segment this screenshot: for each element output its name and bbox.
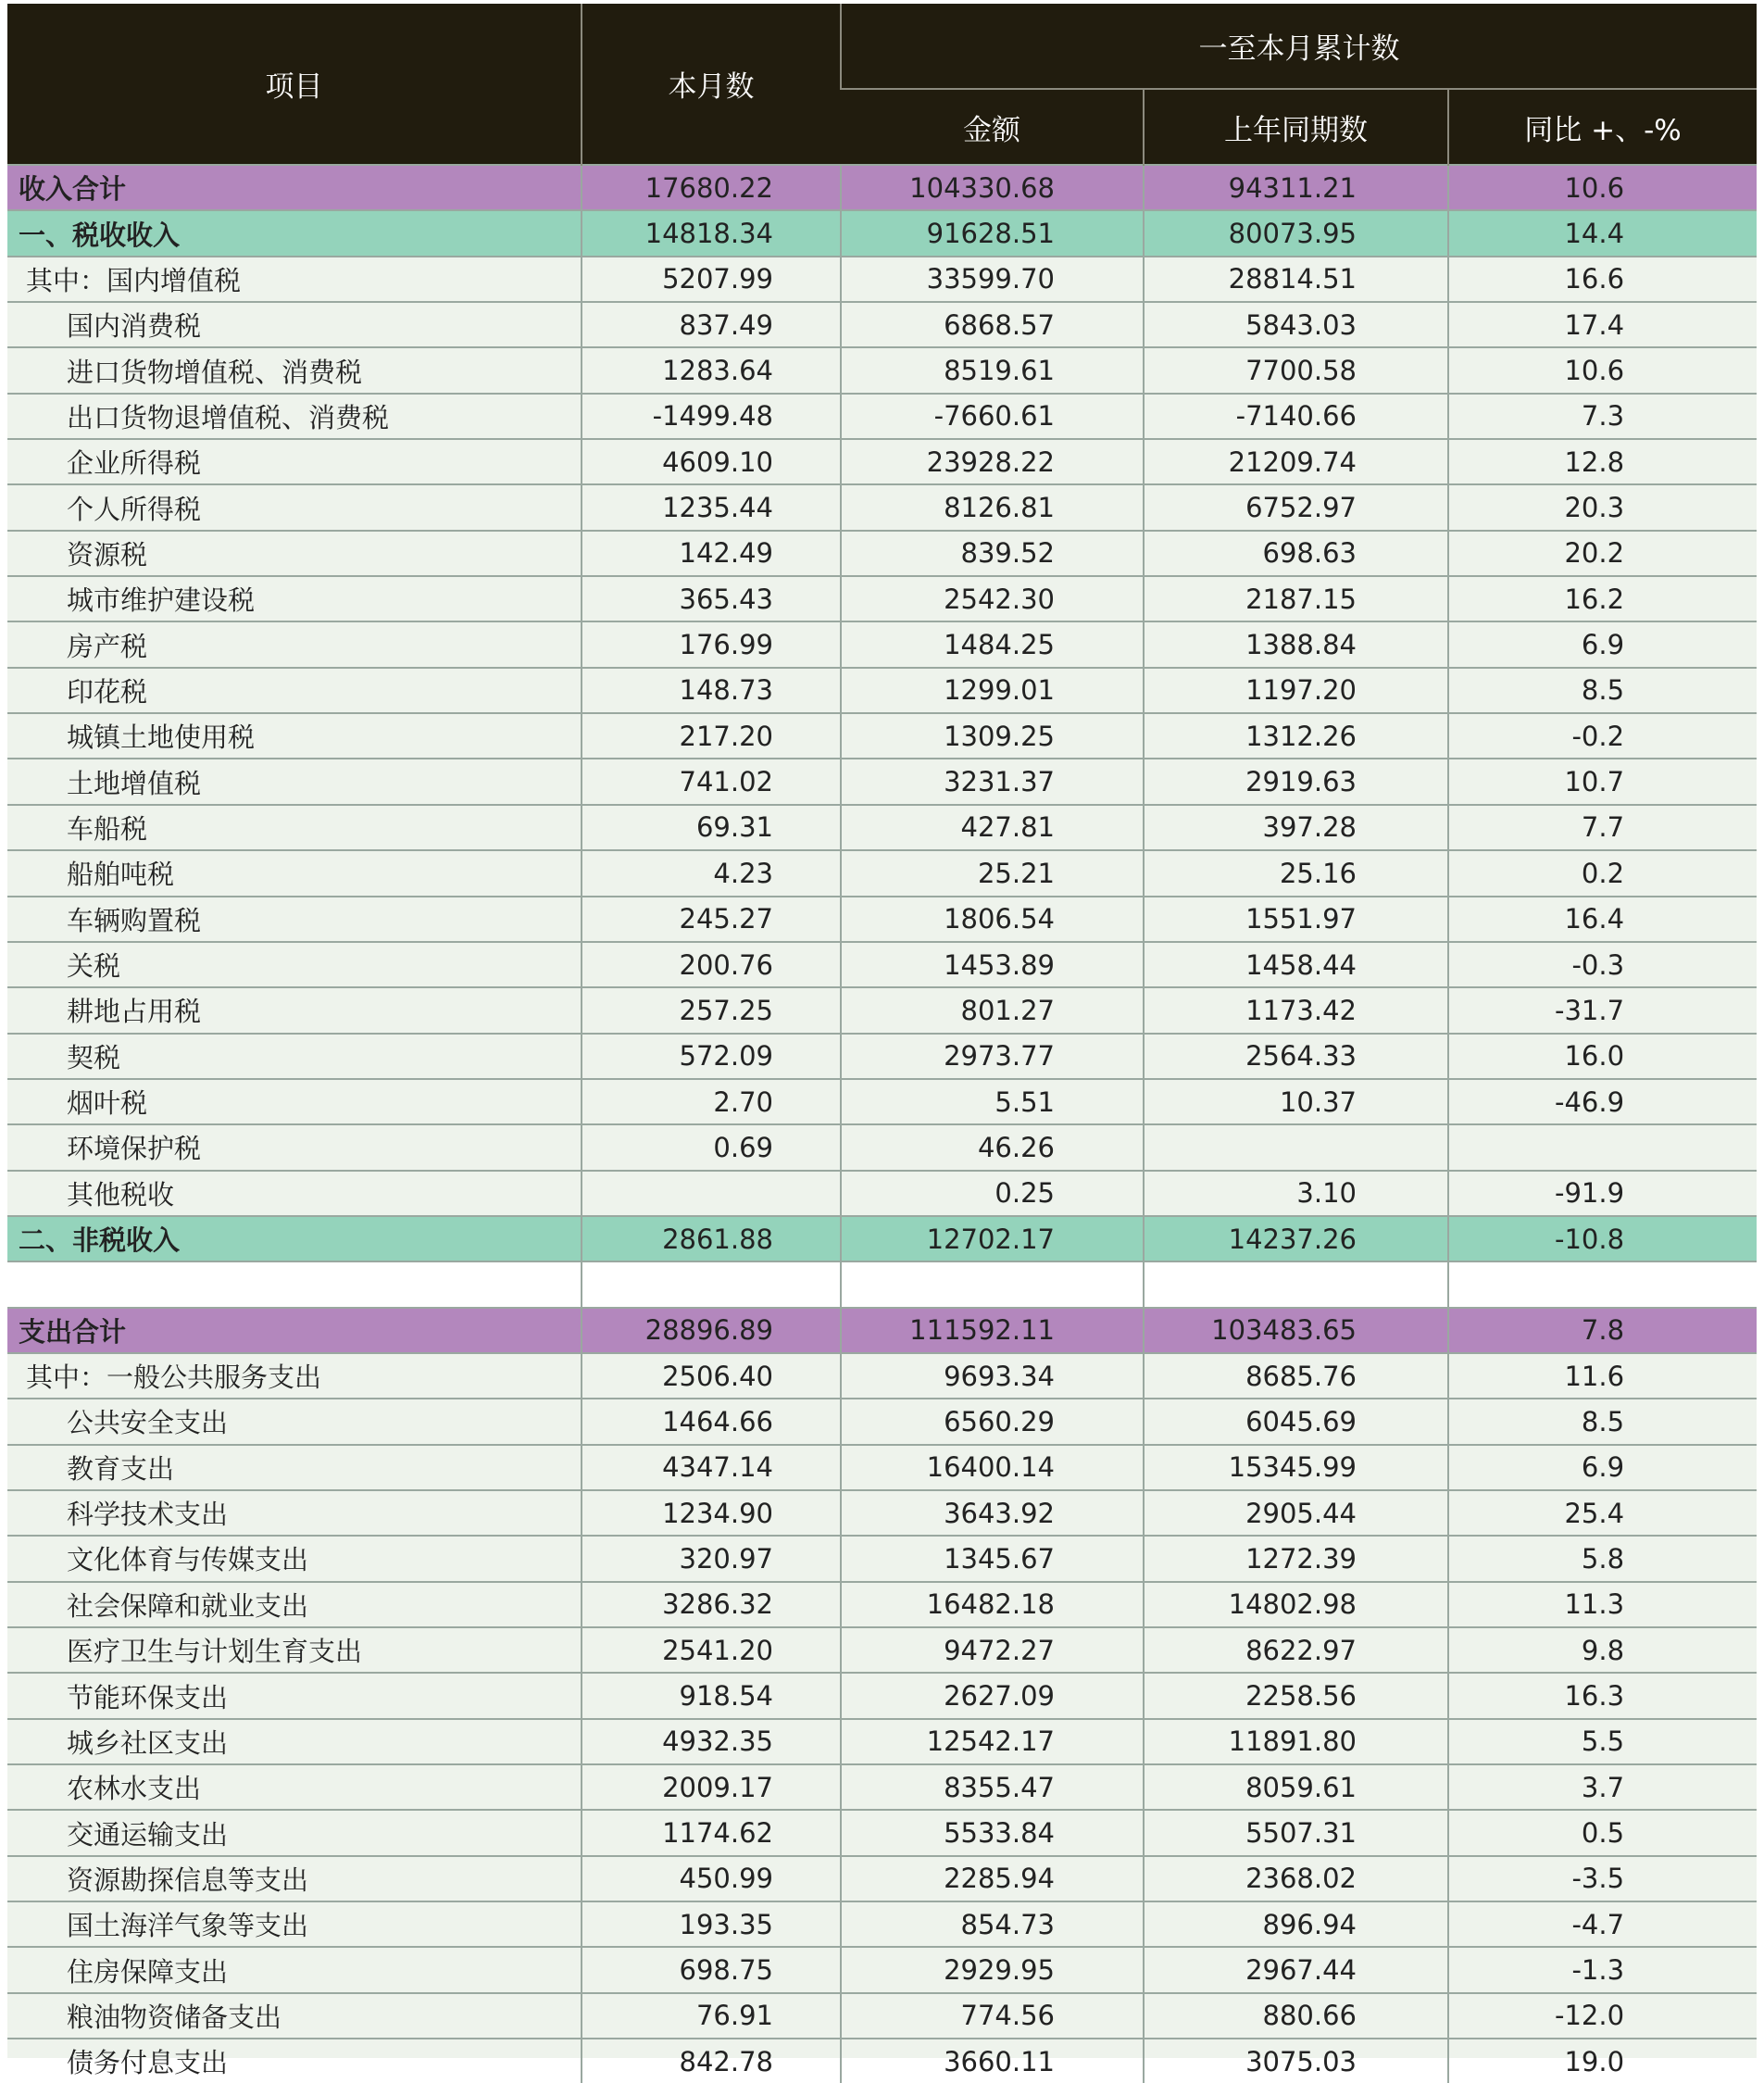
- row-label: 教育支出: [7, 1445, 582, 1490]
- amount-cell: [841, 1261, 1144, 1307]
- amount-cell: 1806.54: [841, 897, 1144, 942]
- row-label: 印花税: [7, 668, 582, 713]
- last-year-cell: 2187.15: [1144, 576, 1448, 621]
- last-year-cell: 2919.63: [1144, 759, 1448, 804]
- table-row: [7, 1308, 1757, 1353]
- yoy-cell: 8.5: [1448, 668, 1757, 713]
- table-row: [7, 942, 1757, 987]
- row-label: 城市维护建设税: [7, 576, 582, 621]
- table-row: [7, 1261, 1757, 1307]
- last-year-cell: 6752.97: [1144, 484, 1448, 530]
- row-label: 企业所得税: [7, 439, 582, 484]
- yoy-cell: 16.3: [1448, 1673, 1757, 1718]
- table-row: [7, 1993, 1757, 2039]
- this-month-cell: 842.78: [582, 2039, 841, 2083]
- table-row: [7, 1673, 1757, 1718]
- yoy-cell: 16.2: [1448, 576, 1757, 621]
- amount-cell: 5.51: [841, 1079, 1144, 1124]
- yoy-cell: -1.3: [1448, 1947, 1757, 1992]
- row-label: 个人所得税: [7, 484, 582, 530]
- yoy-cell: 16.0: [1448, 1034, 1757, 1079]
- last-year-cell: 1551.97: [1144, 897, 1448, 942]
- row-label: 粮油物资储备支出: [7, 1993, 582, 2039]
- table-row: [7, 805, 1757, 850]
- last-year-cell: 1173.42: [1144, 987, 1448, 1033]
- header-yoy: 同比 +、-%: [1448, 89, 1757, 165]
- amount-cell: 8519.61: [841, 347, 1144, 393]
- amount-cell: 2542.30: [841, 576, 1144, 621]
- this-month-cell: [582, 1171, 841, 1216]
- last-year-cell: 25.16: [1144, 850, 1448, 896]
- yoy-cell: 3.7: [1448, 1764, 1757, 1810]
- row-label: 其他税收: [7, 1171, 582, 1216]
- table-row: [7, 165, 1757, 210]
- amount-cell: 91628.51: [841, 210, 1144, 256]
- this-month-cell: 572.09: [582, 1034, 841, 1079]
- amount-cell: 839.52: [841, 531, 1144, 576]
- row-label: 出口货物退增值税、消费税: [7, 394, 582, 439]
- last-year-cell: 14237.26: [1144, 1216, 1448, 1261]
- amount-cell: 46.26: [841, 1124, 1144, 1170]
- amount-cell: 111592.11: [841, 1308, 1144, 1353]
- yoy-cell: -3.5: [1448, 1856, 1757, 1901]
- yoy-cell: 0.2: [1448, 850, 1757, 896]
- yoy-cell: -10.8: [1448, 1216, 1757, 1261]
- amount-cell: 3660.11: [841, 2039, 1144, 2083]
- amount-cell: 9693.34: [841, 1353, 1144, 1399]
- amount-cell: 23928.22: [841, 439, 1144, 484]
- table-row: [7, 1856, 1757, 1901]
- this-month-cell: 365.43: [582, 576, 841, 621]
- amount-cell: 9472.27: [841, 1627, 1144, 1673]
- last-year-cell: -7140.66: [1144, 394, 1448, 439]
- amount-cell: 1484.25: [841, 621, 1144, 667]
- yoy-cell: -91.9: [1448, 1171, 1757, 1216]
- this-month-cell: 4.23: [582, 850, 841, 896]
- table-row: [7, 531, 1757, 576]
- this-month-cell: 0.69: [582, 1124, 841, 1170]
- this-month-cell: 4347.14: [582, 1445, 841, 1490]
- amount-cell: 774.56: [841, 1993, 1144, 2039]
- yoy-cell: 6.9: [1448, 621, 1757, 667]
- table-row: [7, 1947, 1757, 1992]
- amount-cell: 2285.94: [841, 1856, 1144, 1901]
- this-month-cell: 200.76: [582, 942, 841, 987]
- last-year-cell: 2258.56: [1144, 1673, 1448, 1718]
- yoy-cell: -4.7: [1448, 1901, 1757, 1947]
- header-cumulative: 一至本月累计数: [841, 4, 1757, 89]
- this-month-cell: 2009.17: [582, 1764, 841, 1810]
- amount-cell: 33599.70: [841, 257, 1144, 302]
- table-row: [7, 1810, 1757, 1855]
- row-label: 关税: [7, 942, 582, 987]
- yoy-cell: 20.2: [1448, 531, 1757, 576]
- this-month-cell: -1499.48: [582, 394, 841, 439]
- yoy-cell: 5.5: [1448, 1719, 1757, 1764]
- table-row: [7, 1901, 1757, 1947]
- this-month-cell: 2.70: [582, 1079, 841, 1124]
- amount-cell: 2627.09: [841, 1673, 1144, 1718]
- row-label: 房产税: [7, 621, 582, 667]
- header-last-year: 上年同期数: [1144, 89, 1448, 165]
- yoy-cell: 7.3: [1448, 394, 1757, 439]
- table-row: [7, 257, 1757, 302]
- this-month-cell: 1464.66: [582, 1399, 841, 1444]
- this-month-cell: 245.27: [582, 897, 841, 942]
- last-year-cell: 15345.99: [1144, 1445, 1448, 1490]
- fiscal-table-panel: [7, 4, 1757, 2079]
- table-row: [7, 2039, 1757, 2083]
- last-year-cell: 880.66: [1144, 1993, 1448, 2039]
- table-row: [7, 759, 1757, 804]
- table-row: [7, 1353, 1757, 1399]
- this-month-cell: [582, 1261, 841, 1307]
- row-label: 文化体育与传媒支出: [7, 1536, 582, 1581]
- row-label: 进口货物增值税、消费税: [7, 347, 582, 393]
- yoy-cell: 7.8: [1448, 1308, 1757, 1353]
- this-month-cell: 2541.20: [582, 1627, 841, 1673]
- amount-cell: 12702.17: [841, 1216, 1144, 1261]
- amount-cell: 0.25: [841, 1171, 1144, 1216]
- yoy-cell: -46.9: [1448, 1079, 1757, 1124]
- row-label: 债务付息支出: [7, 2039, 582, 2083]
- this-month-cell: 257.25: [582, 987, 841, 1033]
- row-label: 社会保障和就业支出: [7, 1582, 582, 1627]
- table-row: [7, 621, 1757, 667]
- row-label: 车辆购置税: [7, 897, 582, 942]
- table-row: [7, 1171, 1757, 1216]
- last-year-cell: [1144, 1124, 1448, 1170]
- last-year-cell: 1197.20: [1144, 668, 1448, 713]
- row-label: 耕地占用税: [7, 987, 582, 1033]
- yoy-cell: -12.0: [1448, 1993, 1757, 2039]
- row-label: 支出合计: [7, 1308, 582, 1353]
- yoy-cell: 16.4: [1448, 897, 1757, 942]
- last-year-cell: 8059.61: [1144, 1764, 1448, 1810]
- yoy-cell: 10.6: [1448, 347, 1757, 393]
- amount-cell: 2973.77: [841, 1034, 1144, 1079]
- yoy-cell: -31.7: [1448, 987, 1757, 1033]
- amount-cell: -7660.61: [841, 394, 1144, 439]
- table-row: [7, 1216, 1757, 1261]
- this-month-cell: 1234.90: [582, 1490, 841, 1536]
- header-amount: 金额: [841, 89, 1144, 165]
- amount-cell: 427.81: [841, 805, 1144, 850]
- yoy-cell: 12.8: [1448, 439, 1757, 484]
- yoy-cell: 20.3: [1448, 484, 1757, 530]
- table-row: [7, 713, 1757, 759]
- table-row: [7, 668, 1757, 713]
- this-month-cell: 1174.62: [582, 1810, 841, 1855]
- table-row: [7, 987, 1757, 1033]
- header-this-month: 本月数: [582, 4, 841, 165]
- row-label: 城镇土地使用税: [7, 713, 582, 759]
- last-year-cell: 1388.84: [1144, 621, 1448, 667]
- row-label: 交通运输支出: [7, 1810, 582, 1855]
- table-row: [7, 302, 1757, 347]
- row-label: 住房保障支出: [7, 1947, 582, 1992]
- table-header: [7, 4, 1757, 165]
- table-row: [7, 439, 1757, 484]
- table-row: [7, 1034, 1757, 1079]
- this-month-cell: 28896.89: [582, 1308, 841, 1353]
- this-month-cell: 76.91: [582, 1993, 841, 2039]
- last-year-cell: 5843.03: [1144, 302, 1448, 347]
- this-month-cell: 450.99: [582, 1856, 841, 1901]
- this-month-cell: 4609.10: [582, 439, 841, 484]
- this-month-cell: 2861.88: [582, 1216, 841, 1261]
- row-label: 一、税收收入: [7, 210, 582, 256]
- last-year-cell: 397.28: [1144, 805, 1448, 850]
- row-label: 土地增值税: [7, 759, 582, 804]
- table-row: [7, 484, 1757, 530]
- yoy-cell: 14.4: [1448, 210, 1757, 256]
- yoy-cell: 25.4: [1448, 1490, 1757, 1536]
- last-year-cell: 11891.80: [1144, 1719, 1448, 1764]
- last-year-cell: 7700.58: [1144, 347, 1448, 393]
- row-label: 二、非税收入: [7, 1216, 582, 1261]
- amount-cell: 6868.57: [841, 302, 1144, 347]
- this-month-cell: 176.99: [582, 621, 841, 667]
- row-label: 车船税: [7, 805, 582, 850]
- header-item: 项目: [7, 4, 582, 165]
- row-label: 船舶吨税: [7, 850, 582, 896]
- last-year-cell: 2564.33: [1144, 1034, 1448, 1079]
- amount-cell: 1299.01: [841, 668, 1144, 713]
- this-month-cell: 142.49: [582, 531, 841, 576]
- amount-cell: 6560.29: [841, 1399, 1144, 1444]
- row-label: 国内消费税: [7, 302, 582, 347]
- row-label: 资源勘探信息等支出: [7, 1856, 582, 1901]
- last-year-cell: 8685.76: [1144, 1353, 1448, 1399]
- amount-cell: 12542.17: [841, 1719, 1144, 1764]
- yoy-cell: 19.0: [1448, 2039, 1757, 2083]
- amount-cell: 104330.68: [841, 165, 1144, 210]
- row-label: 城乡社区支出: [7, 1719, 582, 1764]
- yoy-cell: 17.4: [1448, 302, 1757, 347]
- amount-cell: 5533.84: [841, 1810, 1144, 1855]
- last-year-cell: 2368.02: [1144, 1856, 1448, 1901]
- amount-cell: 25.21: [841, 850, 1144, 896]
- row-label: 其中：国内增值税: [7, 257, 582, 302]
- table-row: [7, 897, 1757, 942]
- amount-cell: 3231.37: [841, 759, 1144, 804]
- row-label: 烟叶税: [7, 1079, 582, 1124]
- last-year-cell: 1312.26: [1144, 713, 1448, 759]
- this-month-cell: 918.54: [582, 1673, 841, 1718]
- last-year-cell: 10.37: [1144, 1079, 1448, 1124]
- amount-cell: 3643.92: [841, 1490, 1144, 1536]
- table-row: [7, 1627, 1757, 1673]
- table-row: [7, 1582, 1757, 1627]
- this-month-cell: 148.73: [582, 668, 841, 713]
- yoy-cell: -0.3: [1448, 942, 1757, 987]
- last-year-cell: 8622.97: [1144, 1627, 1448, 1673]
- last-year-cell: 2905.44: [1144, 1490, 1448, 1536]
- last-year-cell: 21209.74: [1144, 439, 1448, 484]
- this-month-cell: 4932.35: [582, 1719, 841, 1764]
- table-row: [7, 576, 1757, 621]
- row-label: 环境保护税: [7, 1124, 582, 1170]
- yoy-cell: 8.5: [1448, 1399, 1757, 1444]
- last-year-cell: 3.10: [1144, 1171, 1448, 1216]
- this-month-cell: 14818.34: [582, 210, 841, 256]
- this-month-cell: 320.97: [582, 1536, 841, 1581]
- amount-cell: 1345.67: [841, 1536, 1144, 1581]
- table-row: [7, 1490, 1757, 1536]
- last-year-cell: 80073.95: [1144, 210, 1448, 256]
- last-year-cell: 2967.44: [1144, 1947, 1448, 1992]
- yoy-cell: 7.7: [1448, 805, 1757, 850]
- row-label: 国土海洋气象等支出: [7, 1901, 582, 1947]
- amount-cell: 801.27: [841, 987, 1144, 1033]
- yoy-cell: 10.7: [1448, 759, 1757, 804]
- yoy-cell: [1448, 1261, 1757, 1307]
- yoy-cell: 6.9: [1448, 1445, 1757, 1490]
- this-month-cell: 741.02: [582, 759, 841, 804]
- last-year-cell: 1458.44: [1144, 942, 1448, 987]
- yoy-cell: 11.6: [1448, 1353, 1757, 1399]
- row-label: 其中：一般公共服务支出: [7, 1353, 582, 1399]
- yoy-cell: -0.2: [1448, 713, 1757, 759]
- this-month-cell: 837.49: [582, 302, 841, 347]
- last-year-cell: 94311.21: [1144, 165, 1448, 210]
- amount-cell: 1453.89: [841, 942, 1144, 987]
- this-month-cell: 3286.32: [582, 1582, 841, 1627]
- this-month-cell: 69.31: [582, 805, 841, 850]
- last-year-cell: 3075.03: [1144, 2039, 1448, 2083]
- row-label: [7, 1261, 582, 1307]
- table-row: [7, 347, 1757, 393]
- this-month-cell: 698.75: [582, 1947, 841, 1992]
- table-row: [7, 394, 1757, 439]
- amount-cell: 8126.81: [841, 484, 1144, 530]
- table-body: [7, 165, 1757, 2083]
- amount-cell: 2929.95: [841, 1947, 1144, 1992]
- amount-cell: 16400.14: [841, 1445, 1144, 1490]
- yoy-cell: 0.5: [1448, 1810, 1757, 1855]
- yoy-cell: 16.6: [1448, 257, 1757, 302]
- this-month-cell: 5207.99: [582, 257, 841, 302]
- row-label: 科学技术支出: [7, 1490, 582, 1536]
- table-row: [7, 1764, 1757, 1810]
- table-row: [7, 1124, 1757, 1170]
- amount-cell: 1309.25: [841, 713, 1144, 759]
- this-month-cell: 1283.64: [582, 347, 841, 393]
- table-row: [7, 1536, 1757, 1581]
- fiscal-revenue-expenditure-table: [7, 4, 1757, 2083]
- last-year-cell: 103483.65: [1144, 1308, 1448, 1353]
- this-month-cell: 1235.44: [582, 484, 841, 530]
- table-row: [7, 1719, 1757, 1764]
- yoy-cell: 11.3: [1448, 1582, 1757, 1627]
- table-row: [7, 1399, 1757, 1444]
- yoy-cell: 9.8: [1448, 1627, 1757, 1673]
- table-row: [7, 210, 1757, 256]
- row-label: 收入合计: [7, 165, 582, 210]
- table-row: [7, 1445, 1757, 1490]
- yoy-cell: 5.8: [1448, 1536, 1757, 1581]
- table-row: [7, 850, 1757, 896]
- table-row: [7, 1079, 1757, 1124]
- row-label: 契税: [7, 1034, 582, 1079]
- row-label: 节能环保支出: [7, 1673, 582, 1718]
- amount-cell: 854.73: [841, 1901, 1144, 1947]
- this-month-cell: 193.35: [582, 1901, 841, 1947]
- row-label: 公共安全支出: [7, 1399, 582, 1444]
- last-year-cell: 14802.98: [1144, 1582, 1448, 1627]
- last-year-cell: 5507.31: [1144, 1810, 1448, 1855]
- row-label: 医疗卫生与计划生育支出: [7, 1627, 582, 1673]
- last-year-cell: 1272.39: [1144, 1536, 1448, 1581]
- last-year-cell: [1144, 1261, 1448, 1307]
- amount-cell: 16482.18: [841, 1582, 1144, 1627]
- this-month-cell: 2506.40: [582, 1353, 841, 1399]
- row-label: 资源税: [7, 531, 582, 576]
- yoy-cell: 10.6: [1448, 165, 1757, 210]
- last-year-cell: 698.63: [1144, 531, 1448, 576]
- yoy-cell: [1448, 1124, 1757, 1170]
- row-label: 农林水支出: [7, 1764, 582, 1810]
- last-year-cell: 896.94: [1144, 1901, 1448, 1947]
- last-year-cell: 6045.69: [1144, 1399, 1448, 1444]
- this-month-cell: 17680.22: [582, 165, 841, 210]
- last-year-cell: 28814.51: [1144, 257, 1448, 302]
- amount-cell: 8355.47: [841, 1764, 1144, 1810]
- this-month-cell: 217.20: [582, 713, 841, 759]
